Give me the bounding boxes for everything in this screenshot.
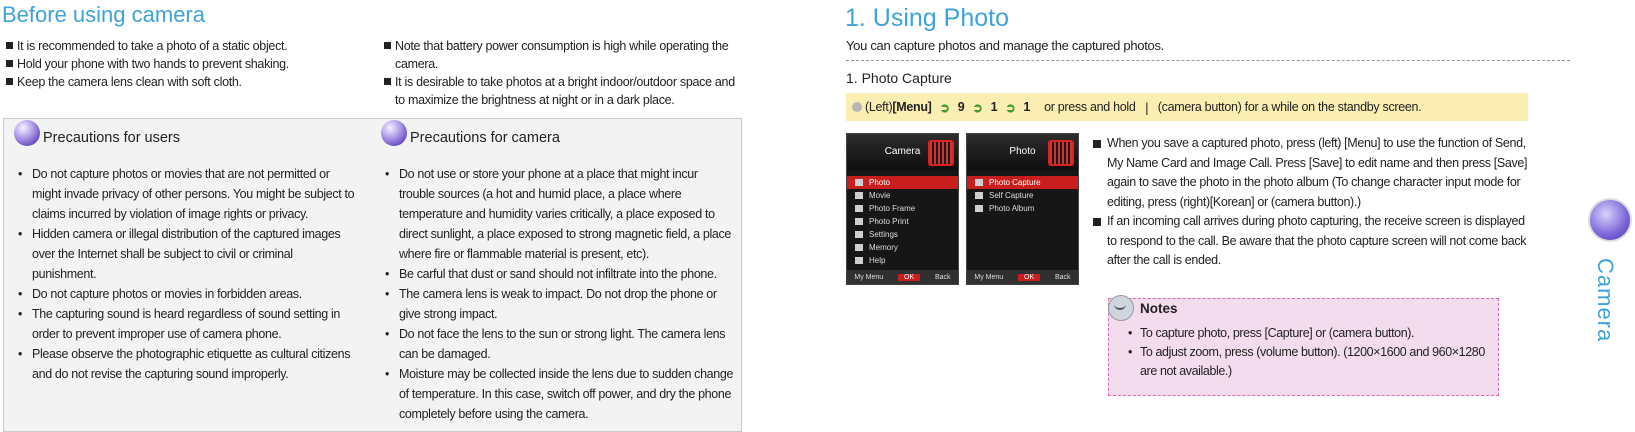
path-tail2: (camera button) for a while on the standby screen.	[1157, 100, 1422, 114]
list-item: • The camera lens is weak to impact. Do not drop the phone or give strong impact.	[383, 284, 735, 324]
list-item: • Be carful that dust or sand should not infiltrate into the phone.	[383, 264, 735, 284]
left-page-title: Before using camera	[2, 2, 205, 27]
softkey-ok[interactable]: OK	[1018, 274, 1040, 281]
camera-menu-icon	[928, 140, 954, 166]
list-item: When you save a captured photo, press (left) [Menu] to use the function of Send, My Name Card and Image Call. Press [Save] to edit name and then press [Save] again to save the photo in the photo album (To change character input mode for editing, press (right)[Korean] or (camera button).)	[1092, 134, 1537, 212]
softkey-back[interactable]: Back	[934, 273, 951, 281]
menu-item-movie[interactable]: Movie	[847, 189, 958, 202]
list-item: • The capturing sound is heard regardless of sound setting in order to prevent improper use of camera phone.	[16, 304, 356, 344]
list-item: • Do not capture photos or movies that are not permitted or might invade privacy of other persons. You might be subject to claims incurred by violation of image rights or privacy.	[16, 164, 356, 224]
section-title: 1. Photo Capture	[846, 70, 952, 86]
list-item: • To adjust zoom, press (volume button). (1200×1600 and 960×1280 are not available.)	[1126, 343, 1496, 381]
arrow-icon: ➲	[1005, 100, 1016, 115]
tip-item: It is recommended to take a photo of a static object.	[5, 37, 375, 55]
list-item: • Do not face the lens to the sun or strong light. The camera lens can be damaged.	[383, 324, 735, 364]
precautions-camera-title: Precautions for camera	[410, 130, 560, 146]
bulb-icon	[381, 120, 407, 146]
path-key-9: 9	[957, 100, 965, 114]
softkey-back[interactable]: Back	[1054, 273, 1071, 281]
phone-softkeys	[967, 270, 1078, 284]
list-item: • Hidden camera or illegal distribution of the captured images over the Internet shall be subject to civil or criminal punishment.	[16, 224, 356, 284]
tip-item: It is desirable to take photos at a bright indoor/outdoor space and to maximize the brightness at night or in a dark place.	[383, 73, 735, 109]
right-page-title: 1. Using Photo	[845, 4, 1009, 32]
intro-text: You can capture photos and manage the captured photos.	[846, 38, 1164, 53]
phone-menu-list	[847, 170, 958, 267]
menu-item-photo-frame[interactable]: Photo Frame	[847, 202, 958, 215]
path-lead: (Left)	[865, 100, 893, 114]
camera-menu-icon	[1048, 140, 1074, 166]
tip-item: Hold your phone with two hands to prevent shaking.	[5, 55, 375, 73]
softkey-ok[interactable]: OK	[898, 274, 920, 281]
phone-header	[847, 134, 958, 170]
list-item: • Do not capture photos or movies in forbidden areas.	[16, 284, 356, 304]
menu-item-photo-capture[interactable]: Photo Capture	[967, 176, 1078, 189]
camera-icon	[1588, 198, 1632, 242]
softkey-my-menu[interactable]: My Menu	[854, 273, 884, 281]
list-item: • Please observe the photographic etiquette as cultural citizens and do not revise the capturing sound improperly.	[16, 344, 356, 384]
photo-capture-notes-list	[1092, 134, 1537, 271]
phone-menu-list	[967, 170, 1078, 215]
softkey-my-menu[interactable]: My Menu	[974, 273, 1004, 281]
notes-heading	[1108, 295, 1178, 321]
phone-title: Camera	[884, 146, 921, 157]
tips-list-col2	[383, 37, 735, 109]
tip-item: Keep the camera lens clean with soft cloth.	[5, 73, 375, 91]
precautions-users-heading	[14, 130, 180, 146]
arrow-icon: ➲	[972, 100, 983, 115]
precautions-users-list	[16, 164, 356, 384]
menu-item-photo[interactable]: Photo	[847, 176, 958, 189]
menu-item-settings[interactable]: Settings	[847, 228, 958, 241]
path-key-1a: 1	[990, 100, 998, 114]
side-tab-label: Camera	[1593, 258, 1618, 343]
phone-header	[967, 134, 1078, 170]
list-item: • To capture photo, press [Capture] or (camera button).	[1126, 324, 1496, 343]
arrow-icon: ➲	[939, 100, 950, 115]
notes-list	[1126, 324, 1496, 381]
path-key-1b: 1	[1023, 100, 1031, 114]
menu-item-self-capture[interactable]: Self Capture	[967, 189, 1078, 202]
tips-list-col1	[5, 37, 375, 91]
phone-softkeys	[847, 270, 958, 284]
phone-screen-camera	[846, 133, 959, 285]
phone-screen-photo	[966, 133, 1079, 285]
notes-face-icon	[1108, 295, 1134, 321]
bulb-icon	[14, 120, 40, 146]
side-tab	[1588, 198, 1635, 258]
list-item: • Moisture may be collected inside the lens due to sudden change of temperature. In this case, switch off power, and dry the phone completely before using the camera.	[383, 364, 735, 424]
menu-path-bar	[846, 93, 1528, 121]
menu-item-photo-album[interactable]: Photo Album	[967, 202, 1078, 215]
precautions-camera-heading	[381, 130, 560, 146]
path-menu: [Menu]	[892, 100, 932, 114]
list-item: If an incoming call arrives during photo capturing, the receive screen is displayed to respond to the call. Be aware that the photo capture screen will not come back after the call is ended.	[1092, 212, 1537, 271]
list-item: • Do not use or store your phone at a place that might incur trouble sources (a hot and humid place, a place where temperature and humidity varies critically, a place exposed to direct sunlight, a place exposed to strong magnetic field, a place where fire or flammable material is present, etc).	[383, 164, 735, 264]
menu-item-memory[interactable]: Memory	[847, 241, 958, 254]
tip-item: Note that battery power consumption is high while operating the camera.	[383, 37, 735, 73]
precautions-users-title: Precautions for users	[43, 130, 181, 146]
divider	[846, 60, 1570, 61]
precautions-camera-list	[383, 164, 735, 424]
menu-item-help[interactable]: Help	[847, 254, 958, 267]
camera-button-icon: ❘	[1141, 100, 1152, 115]
left-softkey-icon	[852, 102, 862, 112]
phone-title: Photo	[1009, 146, 1036, 157]
path-tail: or press and hold	[1044, 100, 1136, 114]
notes-title: Notes	[1140, 300, 1178, 316]
menu-item-photo-print[interactable]: Photo Print	[847, 215, 958, 228]
